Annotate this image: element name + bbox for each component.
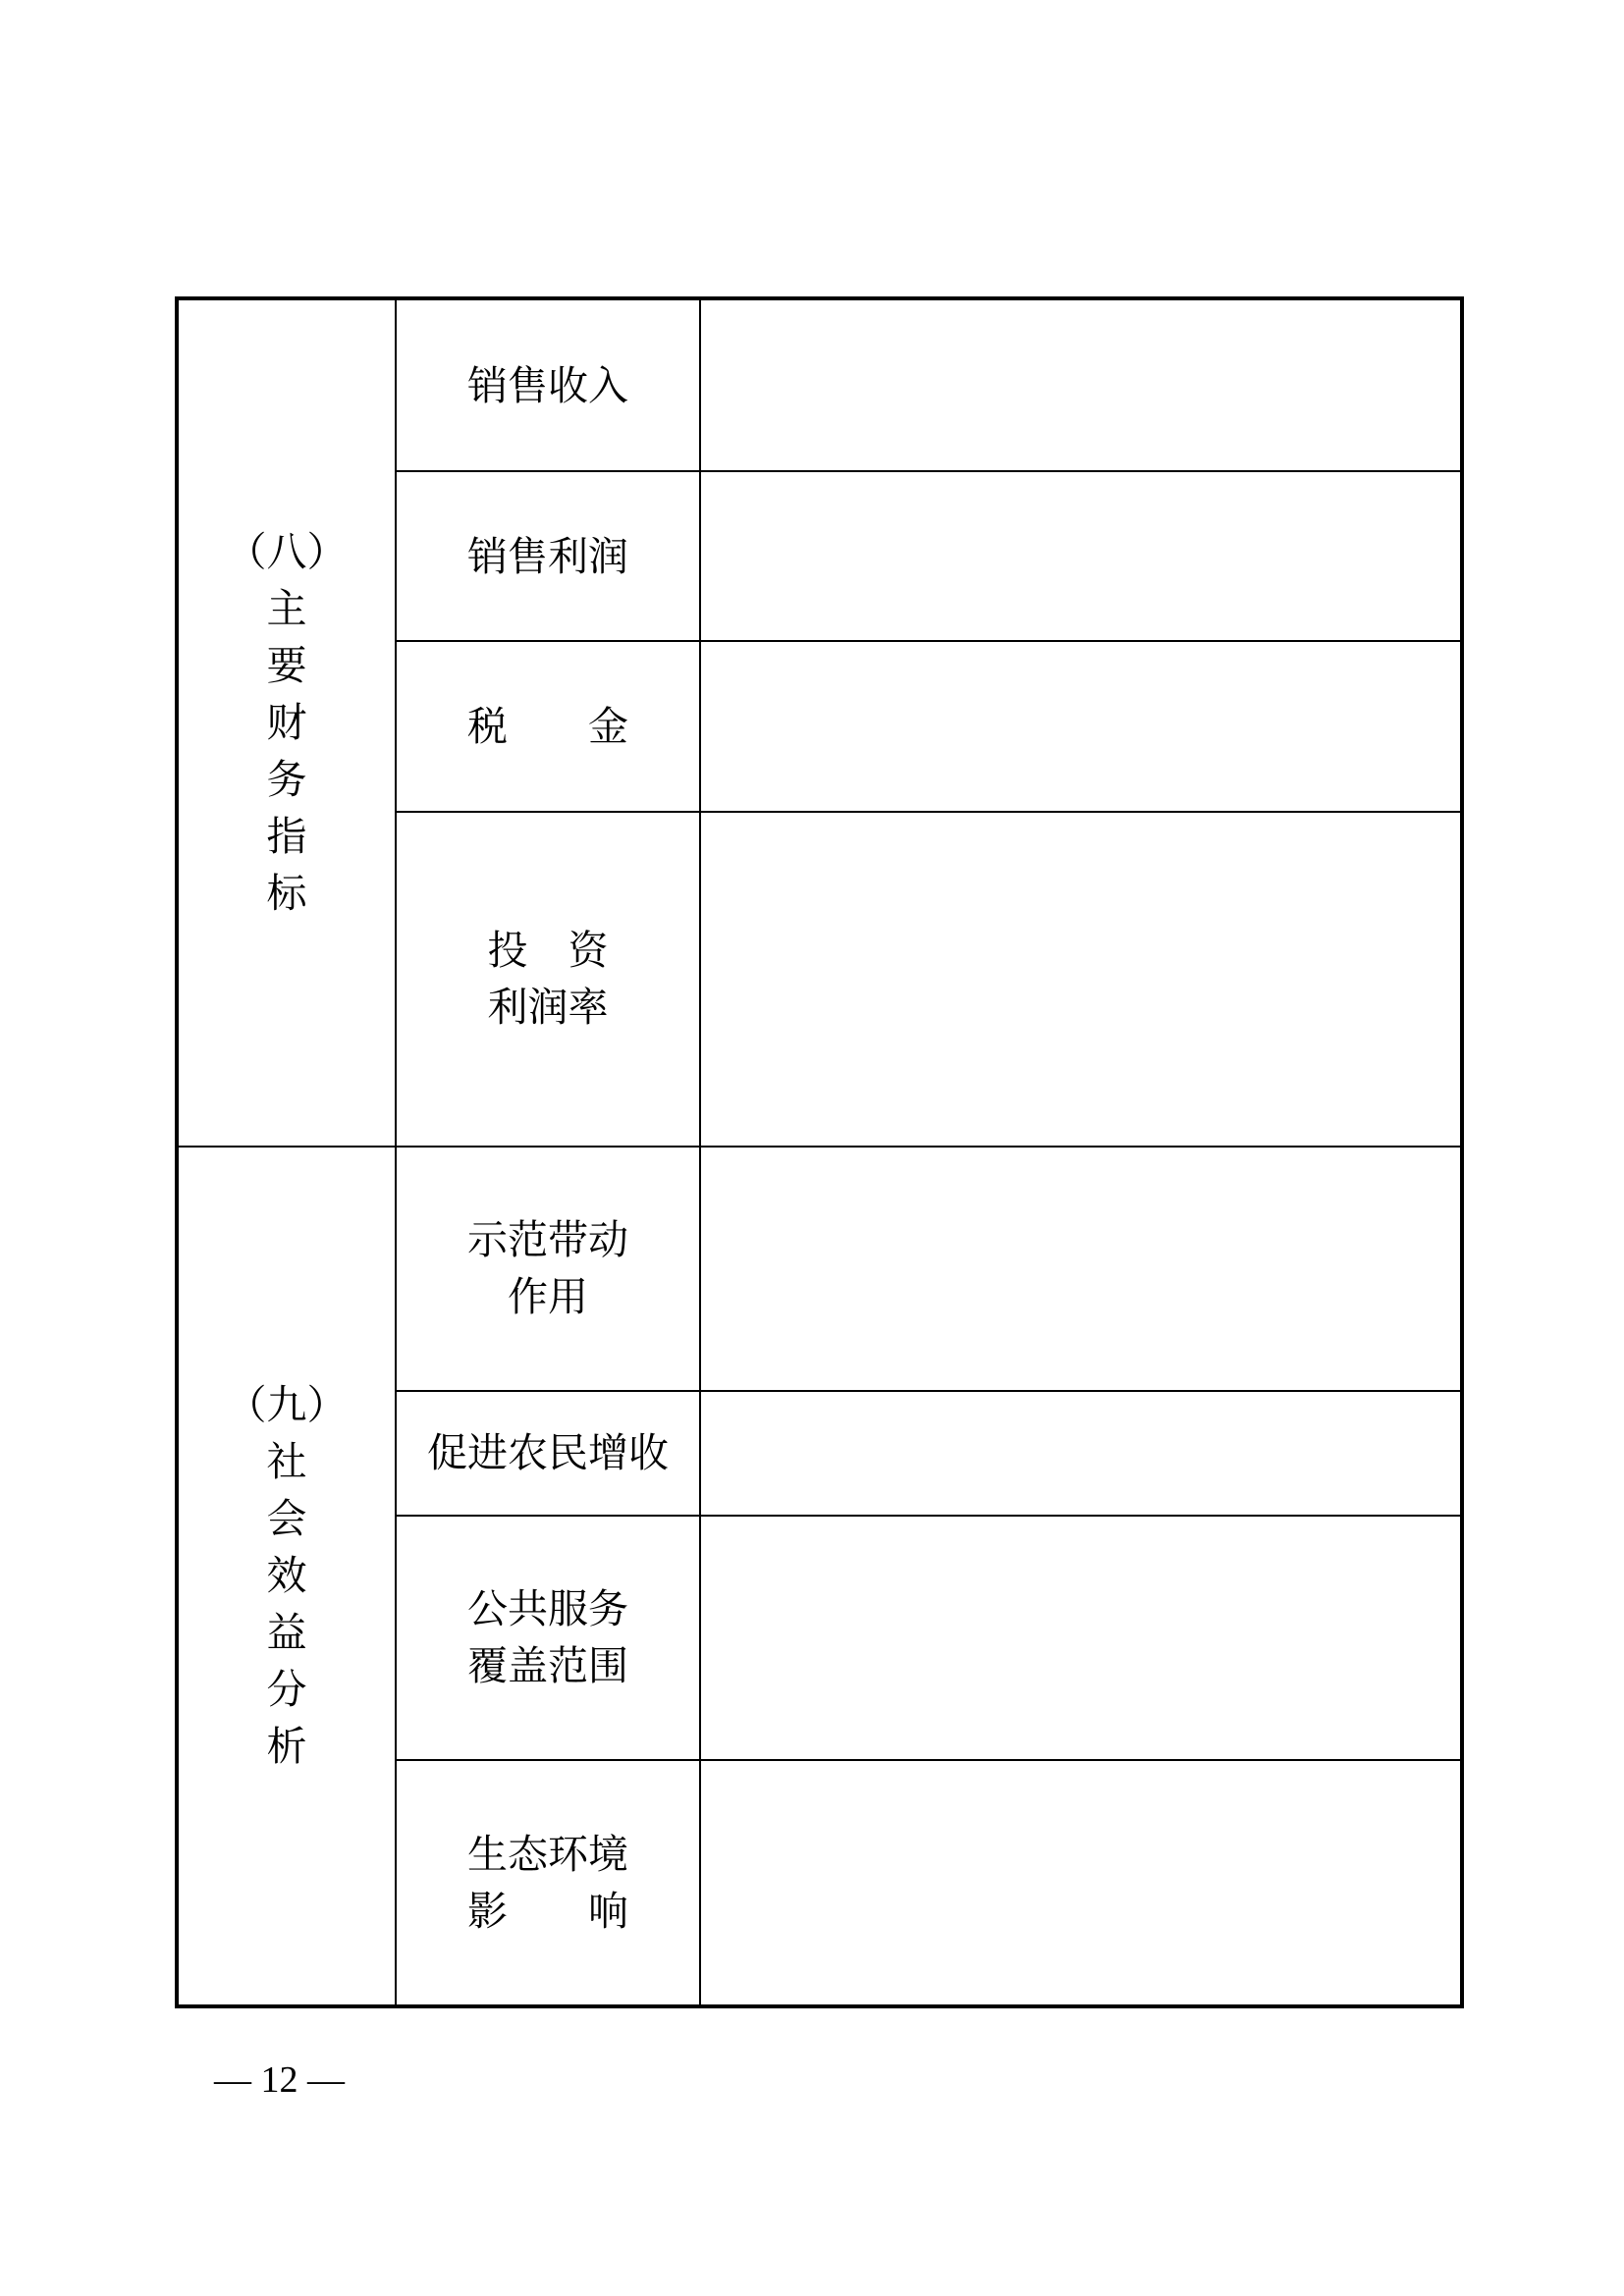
item-label-sales-revenue: 销售收入 — [396, 298, 700, 471]
section-label-text: 指 — [266, 813, 307, 861]
section-label-text: 析 — [266, 1723, 307, 1771]
item-label-taxes: 税 金 — [396, 641, 700, 811]
indicator-form-table — [175, 296, 1464, 2008]
value-cell-taxes[interactable] — [700, 641, 1462, 811]
section-label-text: 社 — [266, 1438, 307, 1486]
section-label-text: 益 — [266, 1609, 307, 1657]
section-label-text: 务 — [266, 756, 307, 804]
value-cell-sales-revenue[interactable] — [700, 298, 1462, 471]
section-label-text: （八） — [226, 528, 348, 576]
item-label-sales-profit: 销售利润 — [396, 471, 700, 641]
value-cell-farmer-income[interactable] — [700, 1391, 1462, 1516]
section-label-text: 效 — [266, 1552, 307, 1600]
item-label-ecological-impact: 生态环境 影 响 — [396, 1760, 700, 2006]
section-label-text: 标 — [266, 870, 307, 918]
section-label-text: 要 — [266, 642, 307, 690]
value-cell-ecological-impact[interactable] — [700, 1760, 1462, 2006]
item-label-investment-return: 投 资 利润率 — [396, 812, 700, 1147]
table-row — [177, 298, 1462, 471]
page-number: — 12 — — [214, 2059, 345, 2101]
section-label-text: 财 — [266, 699, 307, 747]
value-cell-demonstration-effect[interactable] — [700, 1147, 1462, 1391]
value-cell-sales-profit[interactable] — [700, 471, 1462, 641]
section-label-text: 主 — [266, 585, 307, 633]
section-label-text: 会 — [266, 1495, 307, 1543]
section-label-text: 分 — [266, 1666, 307, 1714]
table-row — [177, 1147, 1462, 1391]
item-label-public-service-coverage: 公共服务 覆盖范围 — [396, 1516, 700, 1760]
section-label-text: （九） — [226, 1381, 348, 1429]
value-cell-investment-return[interactable] — [700, 812, 1462, 1147]
item-label-demonstration-effect: 示范带动 作用 — [396, 1147, 700, 1391]
value-cell-public-service-coverage[interactable] — [700, 1516, 1462, 1760]
section-label-financial-indicators — [177, 298, 396, 1147]
section-label-social-benefits — [177, 1147, 396, 2006]
item-label-farmer-income: 促进农民增收 — [396, 1391, 700, 1516]
